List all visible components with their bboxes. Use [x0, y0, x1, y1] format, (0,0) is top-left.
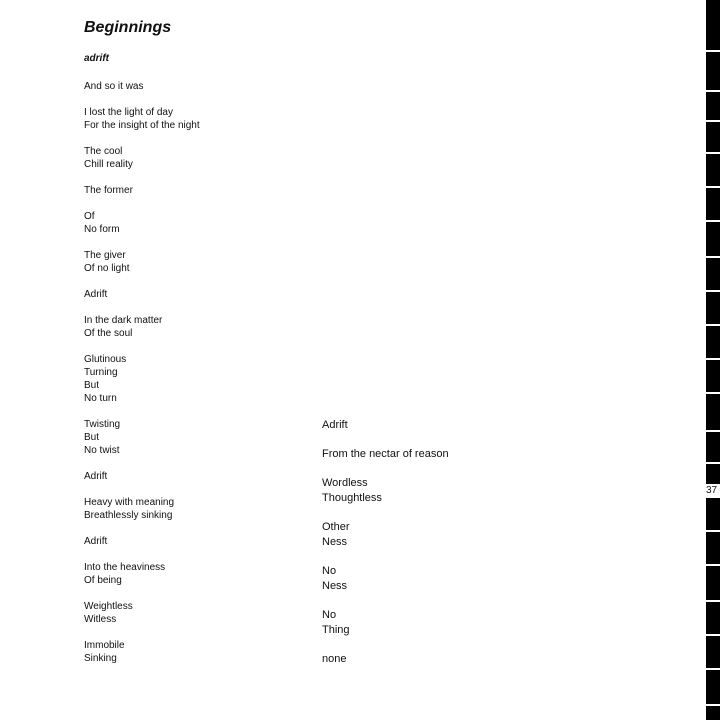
stanza	[322, 476, 562, 506]
poem-line: Of the soul	[84, 328, 133, 339]
stanza	[84, 561, 304, 587]
poem-line: No twist	[84, 445, 120, 456]
poem-line: And so it was	[84, 81, 144, 92]
poem-line: Ness	[322, 536, 348, 548]
edge-marker	[706, 324, 720, 326]
edge-marker	[706, 50, 720, 52]
poem-line: Of	[84, 211, 95, 222]
poem-line: Adrift	[84, 289, 108, 300]
poem-line: The cool	[84, 146, 123, 157]
edge-marker	[706, 220, 720, 222]
stanza	[84, 470, 304, 483]
poem-title: Beginnings	[84, 19, 172, 36]
poem-line: For the insight of the night	[84, 120, 200, 131]
edge-marker	[706, 462, 720, 464]
stanza	[322, 520, 562, 550]
poem-line: Other	[322, 521, 350, 533]
edge-marker	[706, 530, 720, 532]
poem-line: But	[84, 432, 100, 443]
poem-line: Breathlessly sinking	[84, 510, 173, 521]
stanza	[322, 447, 562, 462]
poem-column-left	[84, 80, 304, 678]
poem-line: The former	[84, 185, 133, 196]
edge-marker	[706, 704, 720, 706]
poem-line: Turning	[84, 367, 118, 378]
page-edge-strip	[706, 0, 720, 720]
poem-line: No	[322, 609, 337, 621]
edge-marker	[706, 120, 720, 122]
poem-line: Into the heaviness	[84, 562, 166, 573]
stanza	[84, 184, 304, 197]
poem-line: No form	[84, 224, 120, 235]
poem-line: No	[322, 565, 337, 577]
poem-line: I lost the light of day	[84, 107, 173, 118]
edge-marker	[706, 634, 720, 636]
edge-marker	[706, 668, 720, 670]
stanza	[84, 106, 304, 132]
poem-line: In the dark matter	[84, 315, 163, 326]
stanza	[84, 145, 304, 171]
poem-column-right	[322, 418, 562, 681]
poem-line: Ness	[322, 580, 348, 592]
poem-line: Adrift	[322, 419, 348, 431]
edge-marker	[706, 152, 720, 154]
stanza	[84, 80, 304, 93]
poem-line: Weightless	[84, 601, 133, 612]
edge-marker	[706, 90, 720, 92]
stanza	[322, 652, 562, 667]
poem-line: Adrift	[84, 471, 108, 482]
poem-line: Thoughtless	[322, 492, 382, 504]
poem-line: No turn	[84, 393, 117, 404]
stanza	[322, 564, 562, 594]
stanza	[84, 600, 304, 626]
stanza	[84, 210, 304, 236]
poem-line: Immobile	[84, 640, 125, 651]
stanza	[84, 496, 304, 522]
edge-marker	[706, 358, 720, 360]
poem-line: none	[322, 653, 347, 665]
poem-line: Sinking	[84, 653, 117, 664]
poem-line: Wordless	[322, 477, 368, 489]
stanza	[84, 418, 304, 457]
poem-line: But	[84, 380, 100, 391]
edge-marker	[706, 564, 720, 566]
stanza	[84, 639, 304, 665]
stanza	[84, 353, 304, 405]
edge-marker	[706, 600, 720, 602]
page-number: 37	[706, 485, 718, 496]
stanza	[322, 608, 562, 638]
stanza	[322, 418, 562, 433]
poem-line: The giver	[84, 250, 126, 261]
poem-line: Heavy with meaning	[84, 497, 175, 508]
poem-line: Chill reality	[84, 159, 133, 170]
poem-line: Glutinous	[84, 354, 127, 365]
poem-line: Witless	[84, 614, 117, 625]
poem-line: Adrift	[84, 536, 108, 547]
edge-marker	[706, 256, 720, 258]
edge-marker	[706, 186, 720, 188]
poem-line: Twisting	[84, 419, 121, 430]
stanza	[84, 535, 304, 548]
poem-line: Of being	[84, 575, 122, 586]
poem-line: Of no light	[84, 263, 130, 274]
edge-marker	[706, 430, 720, 432]
edge-marker	[706, 392, 720, 394]
poem-subtitle: adrift	[84, 53, 109, 64]
poem-line: Thing	[322, 624, 350, 636]
edge-marker	[706, 290, 720, 292]
poem-line: From the nectar of reason	[322, 448, 449, 460]
stanza	[84, 314, 304, 340]
stanza	[84, 249, 304, 275]
stanza	[84, 288, 304, 301]
